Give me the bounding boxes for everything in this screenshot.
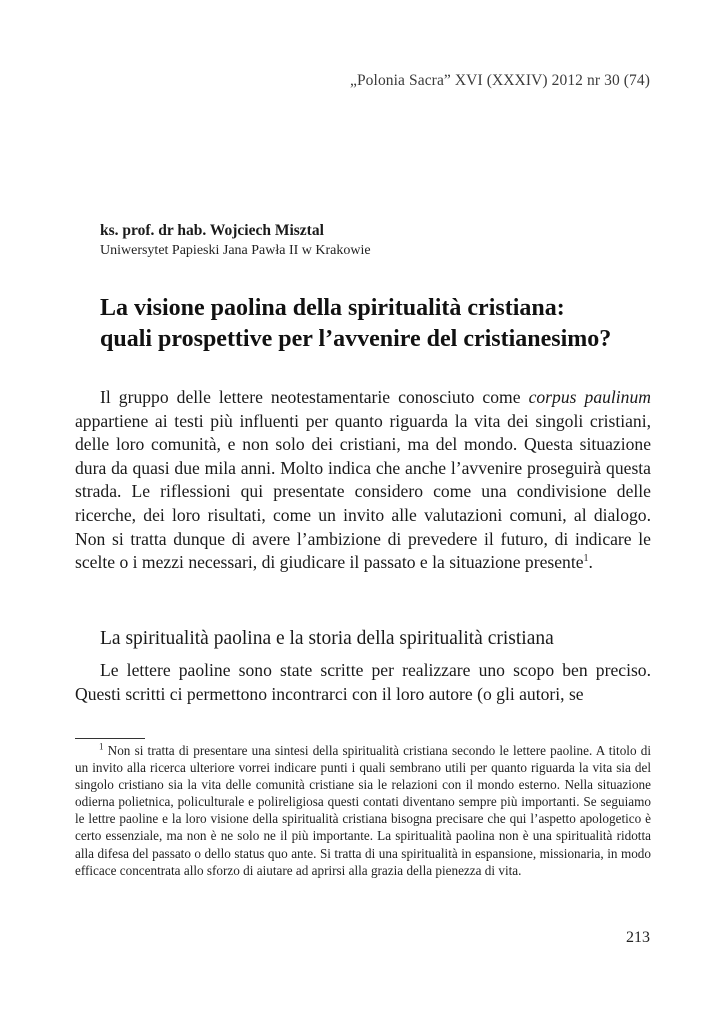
- title-line-1: La visione paolina della spiritualità cristiana:: [100, 295, 565, 321]
- section-paragraph: [75, 659, 651, 706]
- author-affiliation: Uniwersytet Papieski Jana Pawła II w Krakowie: [100, 243, 371, 258]
- section-paragraph-text: Le lettere paoline sono state scritte per realizzare uno scopo ben preciso. Questi scritti ci permettono incontrarci con il loro autore (o gli autori, se: [75, 660, 651, 704]
- section-heading: La spiritualità paolina e la storia della spiritualità cristiana: [100, 628, 554, 649]
- running-head: „Polonia Sacra” XVI (XXXIV) 2012 nr 30 (74): [349, 72, 650, 89]
- author-block: [100, 221, 371, 261]
- intro-rest: appartiene ai testi più influenti per quanto riguarda la vita dei singoli cristiani, delle loro comunità, e non solo dei cristiani, ma del mondo. Questa situazione dura da quasi due mila anni. Molto indica che anche l’avvenire proseguirà questa strada. Le riflessioni qui presentate considero come una condivisione delle ricerche, dei loro risultati, come un invito alle valutazioni comuni, al dialogo. Non si tratta dunque di avere l’ambizione di prevedere il futuro, di indicare le scelte o i mezzi necessari, di giudicare il passato e la situazione presente: [75, 410, 651, 573]
- footnote: [75, 742, 651, 879]
- footnote-number: 1: [99, 741, 104, 752]
- intro-end: .: [588, 552, 593, 573]
- intro-italic: corpus paulinum: [528, 387, 651, 407]
- title-line-2: quali prospettive per l’avvenire del cristianesimo?: [100, 326, 612, 352]
- footnote-divider: [75, 738, 145, 739]
- author-name: ks. prof. dr hab. Wojciech Misztal: [100, 222, 324, 239]
- footnote-reference[interactable]: 1: [583, 553, 589, 565]
- intro-paragraph: [75, 386, 651, 575]
- intro-lead: Il gruppo delle lettere neotestamentarie conosciuto come: [100, 387, 529, 407]
- footnote-text: Non si tratta di presentare una sintesi della spiritualità cristiana secondo le lettere paoline. A titolo di un invito alla ricerca ulteriore vorrei indicare punti i quali sembrano utili per quanto riguarda la vita sia del singolo cristiano sia la vita delle comunità cristiane sia le relazioni con il mondo esterno. Nella situazione odierna polietnica, policulturale e polireligiosa questi contati diventano sempre più importanti. Se seguiamo le lettre paoline e la loro visione della spiritualità cristiana bisogna precisare che qui l’aspetto apologetico è certo essenziale, ma non è ne solo ne il più importante. La spiritualità paolina non è una spiritualità ridotta alla difesa del passato o dello status quo ante. Si tratta di una spiritualità in espansione, missionaria, in modo efficace concentrata allo sforzo di aiutare ad aprirsi alla grazia della pienezza di vita.: [75, 743, 651, 878]
- page-number: 213: [626, 929, 650, 946]
- article-title: [100, 293, 660, 355]
